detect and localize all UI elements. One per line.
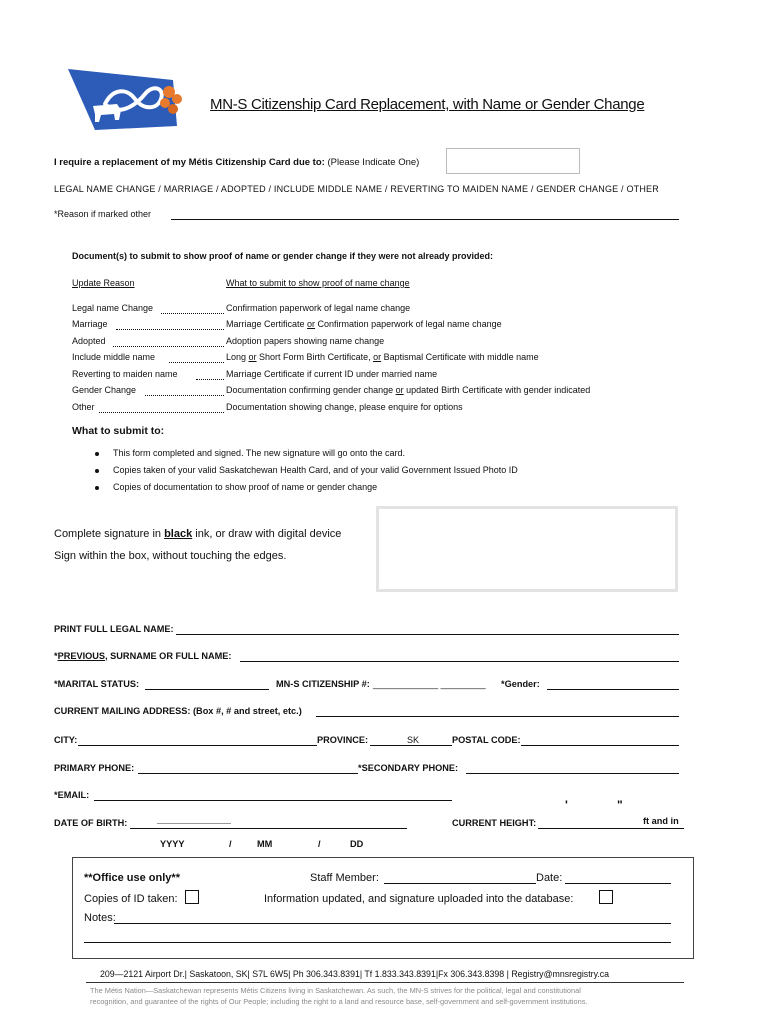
bullet-icon (95, 486, 99, 490)
document-row-leader (169, 362, 224, 363)
document-row-proof: Marriage Certificate if current ID under married name (226, 369, 438, 379)
footer-rule (86, 982, 684, 983)
submit-list-item: Copies taken of your valid Saskatchewan Health Card, and of your valid Government Issued Photo ID (113, 465, 518, 475)
address-label: CURRENT MAILING ADDRESS: (Box #, # and street, etc.) (54, 706, 302, 716)
notes-label: Notes: (84, 912, 116, 924)
document-row-reason: Include middle name (72, 352, 156, 362)
staff-member-label: Staff Member: (310, 872, 379, 884)
document-row-proof: Long or Short Form Birth Certificate, or Baptismal Certificate with middle name (226, 352, 539, 362)
dob-gray-line (157, 823, 231, 824)
other-reason-label: *Reason if marked other (54, 209, 152, 219)
document-row-leader (161, 313, 224, 314)
province-value: SK (407, 735, 420, 745)
footer-mission-2: recognition, and guarantee of the rights of Our People; including the right to a land and resource base, self-government and self-government institutions. (90, 997, 588, 1006)
citizenship-field[interactable]: _____________ _________ (373, 679, 486, 689)
previous-post: , SURNAME OR FULL NAME: (105, 651, 232, 661)
bullet-icon (95, 469, 99, 473)
dob-field[interactable] (130, 828, 407, 829)
document-row-proof: Marriage Certificate or Confirmation paperwork of legal name change (226, 319, 502, 329)
bullet-icon (95, 452, 99, 456)
submit-heading: What to submit to: (72, 425, 165, 437)
document-row-reason: Other (72, 402, 95, 412)
height-field[interactable] (538, 828, 684, 829)
document-row-reason: Legal name Change (72, 303, 154, 313)
copies-id-label: Copies of ID taken: (84, 893, 178, 905)
email-field[interactable] (94, 800, 452, 801)
info-updated-checkbox[interactable] (599, 890, 613, 904)
reason-prompt-note: (Please Indicate One) (327, 157, 420, 168)
province-label: PROVINCE: (317, 735, 369, 745)
province-field[interactable] (370, 745, 452, 746)
notes-field-2[interactable] (84, 942, 671, 943)
document-row-reason: Gender Change (72, 385, 137, 395)
staff-member-field[interactable] (384, 883, 536, 884)
primary-phone-label: PRIMARY PHONE: (54, 763, 135, 773)
sig-text-post: ink, or draw with digital device (195, 528, 342, 540)
reason-prompt (54, 157, 419, 168)
postal-code-field[interactable] (521, 745, 679, 746)
notes-field-1[interactable] (114, 923, 671, 924)
previous-pre: * (54, 651, 58, 661)
signature-instruction-2: Sign within the box, without touching the edges. (54, 550, 287, 562)
document-row-leader (196, 379, 224, 380)
feet-mark: ' (565, 798, 568, 812)
document-row-leader (113, 346, 224, 347)
document-row-leader (99, 412, 224, 413)
submit-list-item: This form completed and signed. The new signature will go onto the card. (113, 448, 405, 458)
secondary-phone-label: *SECONDARY PHONE: (358, 763, 459, 773)
reason-options: LEGAL NAME CHANGE / MARRIAGE / ADOPTED / INCLUDE MIDDLE NAME / REVERTING TO MAIDEN NAME / GENDER CHANGE / OTHER (54, 184, 659, 194)
sig-text-black: black (164, 528, 193, 540)
page-title: MN-S Citizenship Card Replacement, with Name or Gender Change (210, 96, 645, 113)
col-proof-header: What to submit to show proof of name change (226, 278, 410, 288)
info-updated-label: Information updated, and signature uploaded into the database: (264, 893, 574, 905)
full-name-label: PRINT FULL LEGAL NAME: (54, 624, 174, 634)
footer-mission-1: The Métis Nation—Saskatchewan represents Métis Citizens living in Saskatchewan. As such, the MN-S strives for the political, legal and constitutional (90, 986, 581, 995)
ft-and-in-label: ft and in (643, 816, 679, 826)
document-row-proof: Adoption papers showing name change (226, 336, 385, 346)
sig-text-pre: Complete signature in (54, 528, 162, 540)
signature-instruction-1 (54, 528, 341, 540)
submit-list-item: Copies of documentation to show proof of name or gender change (113, 482, 378, 492)
citizenship-label: MN-S CITIZENSHIP #: (276, 679, 370, 689)
document-row-reason: Reverting to maiden name (72, 369, 178, 379)
document-row-reason: Marriage (72, 319, 108, 329)
other-reason-line[interactable] (171, 219, 679, 220)
email-label: *EMAIL: (54, 790, 90, 800)
reason-prompt-label: I require a replacement of my Métis Citizenship Card due to: (54, 157, 325, 168)
previous-name-label (54, 651, 231, 661)
secondary-phone-field[interactable] (466, 773, 679, 774)
document-row-proof: Confirmation paperwork of legal name change (226, 303, 411, 313)
document-row-leader (145, 395, 224, 396)
previous-underlined: PREVIOUS (57, 651, 106, 661)
slash-2: / (318, 839, 321, 849)
full-name-field[interactable] (176, 634, 679, 635)
office-use-heading: **Office use only** (84, 872, 180, 884)
date-field[interactable] (565, 883, 671, 884)
gender-label: *Gender: (501, 679, 540, 689)
signature-box[interactable] (376, 506, 678, 592)
document-row-proof: Documentation confirming gender change or updated Birth Certificate with gender indicated (226, 385, 591, 395)
yyyy-label: YYYY (160, 839, 185, 849)
document-row-proof: Documentation showing change, please enquire for options (226, 402, 463, 412)
mm-label: MM (257, 839, 273, 849)
copies-id-checkbox[interactable] (185, 890, 199, 904)
document-row-leader (116, 329, 224, 330)
city-label: CITY: (54, 735, 78, 745)
postal-code-label: POSTAL CODE: (452, 735, 521, 745)
date-label: Date: (536, 872, 563, 884)
primary-phone-field[interactable] (138, 773, 358, 774)
documents-heading: Document(s) to submit to show proof of name or gender change if they were not already provided: (72, 251, 494, 261)
dob-label: DATE OF BIRTH: (54, 818, 128, 828)
previous-name-field[interactable] (240, 661, 679, 662)
reason-input-box[interactable] (446, 148, 580, 174)
height-label: CURRENT HEIGHT: (452, 818, 537, 828)
col-update-reason-header: Update Reason (72, 278, 135, 288)
gender-field[interactable] (547, 689, 679, 690)
footer-contact: 209—2121 Airport Dr.| Saskatoon, SK| S7L 6W5| Ph 306.343.8391| Tf 1.833.343.8391|Fx 306.343.8398 | Registry@mnsregistry.ca (100, 969, 610, 979)
document-row-reason: Adopted (72, 336, 106, 346)
marital-status-field[interactable] (145, 689, 269, 690)
city-field[interactable] (78, 745, 317, 746)
marital-status-label: *MARITAL STATUS: (54, 679, 140, 689)
address-field[interactable] (316, 716, 679, 717)
mns-logo (65, 66, 190, 132)
inch-mark: " (617, 798, 623, 812)
dd-label: DD (350, 839, 364, 849)
slash-1: / (229, 839, 232, 849)
